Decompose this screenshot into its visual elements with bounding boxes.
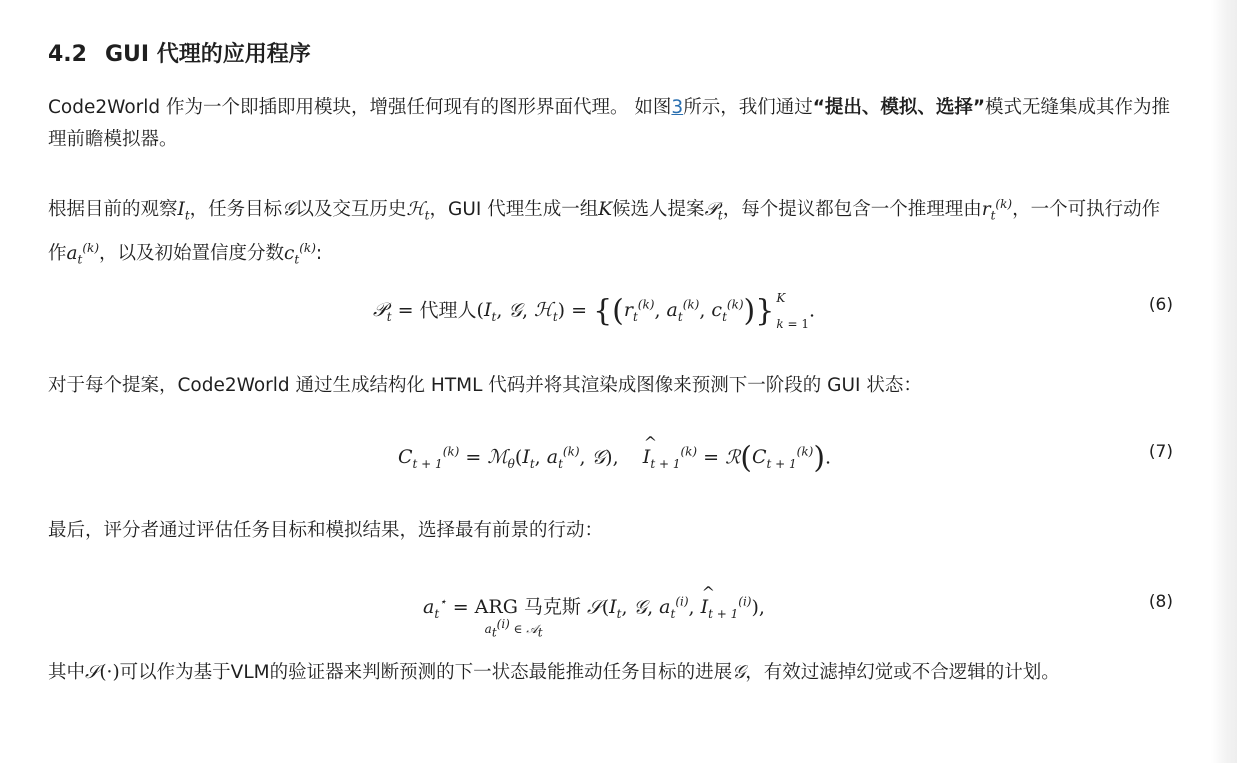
- section-title-text: GUI 代理的应用程序: [104, 42, 311, 67]
- paragraph-proposals: 根据目前的观察$I_t$，任务目标𝒢以及交互历史ℋ$_t$，GUI 代理生成一组K候选人提案𝒫$_t$，每个提议都包含一个推理理由$r_t^{(k)}$，一个可执行动作作$a_t^{(k)}$，以及初始置信度分数$c_t^{(k)}$:: [48, 197, 1161, 267]
- equation-6-number: (6): [1148, 295, 1173, 315]
- equation-6-body: 𝒫$_t$ = 代理人($I_t$, 𝒢, ℋ$_t$) = {($r_t^{(k)}$, $a_t^{(k)}$, $c_t^{(k)}$)} K k = 1 .: [373, 290, 816, 331]
- math-k: K: [598, 199, 613, 221]
- math-history: ℋ$_t$: [406, 199, 430, 223]
- paragraph-intro: Code2World 作为一个即插即用模块，增强任何现有的图形界面代理。 如图3所示，我们通过“提出、模拟、选择”模式无缝集成其作为推理前瞻模拟器。: [48, 97, 1171, 150]
- section-number: 4.2: [48, 42, 87, 67]
- paragraph-selection: 最后，评分者通过评估任务目标和模拟结果，选择最有前景的行动：: [48, 520, 604, 541]
- paragraph-prediction: 对于每个提案，Code2World 通过生成结构化 HTML 代码并将其渲染成图像来预测下一阶段的 GUI 状态：: [48, 375, 922, 396]
- math-scorer: 𝒮: [85, 662, 100, 683]
- math-action: $a_t^{(k)}$: [66, 240, 100, 267]
- scrollbar-track[interactable]: [1211, 0, 1237, 763]
- math-proposals: 𝒫$_t$: [704, 199, 723, 223]
- math-rationale: $r_t^{(k)}$: [981, 197, 1013, 223]
- math-observation: $I_t$: [177, 199, 190, 223]
- figure-link[interactable]: 3: [671, 97, 684, 118]
- section-heading: [48, 40, 311, 70]
- argmax-operator: ARG 马克斯 $a_t^{(i)}$ ∈ 𝒜$_t$: [474, 596, 581, 640]
- equation-6: [48, 285, 1173, 341]
- bold-phrase: “提出、模拟、选择”: [812, 97, 986, 118]
- equation-7-number: (7): [1148, 442, 1173, 462]
- math-goal: 𝒢: [282, 199, 296, 221]
- equation-8-body: $a_t^⋆$ = ARG 马克斯 $a_t^{(i)}$ ∈ 𝒜$_t$ $𝒮(I_t$, 𝒢, $a_t^{(i)}$, ^ $I_{t + 1}^{(i)}$),: [423, 582, 765, 634]
- math-confidence: $c_t^{(k)}$: [284, 240, 316, 267]
- agent-word: 代理人: [419, 299, 477, 322]
- equation-8-number: (8): [1148, 592, 1173, 612]
- paragraph-verifier: 其中𝒮(·)可以作为基于VLM的验证器来判断预测的下一状态最能推动任务目标的进展𝒢，有效过滤掉幻觉或不合逻辑的计划。: [48, 662, 1060, 683]
- equation-7: [48, 432, 1173, 488]
- equation-7-body: $C_{t + 1}^{(k)}$ = $ℳ_\theta(I_t$, $a_t^{(k)}$, 𝒢), ^ $I_{t + 1}^{(k)}$ = $ℛ(C_{t + 1}^{(k)})$.: [398, 432, 831, 484]
- equation-8: [48, 582, 1173, 638]
- math-goal-2: 𝒢: [732, 662, 746, 683]
